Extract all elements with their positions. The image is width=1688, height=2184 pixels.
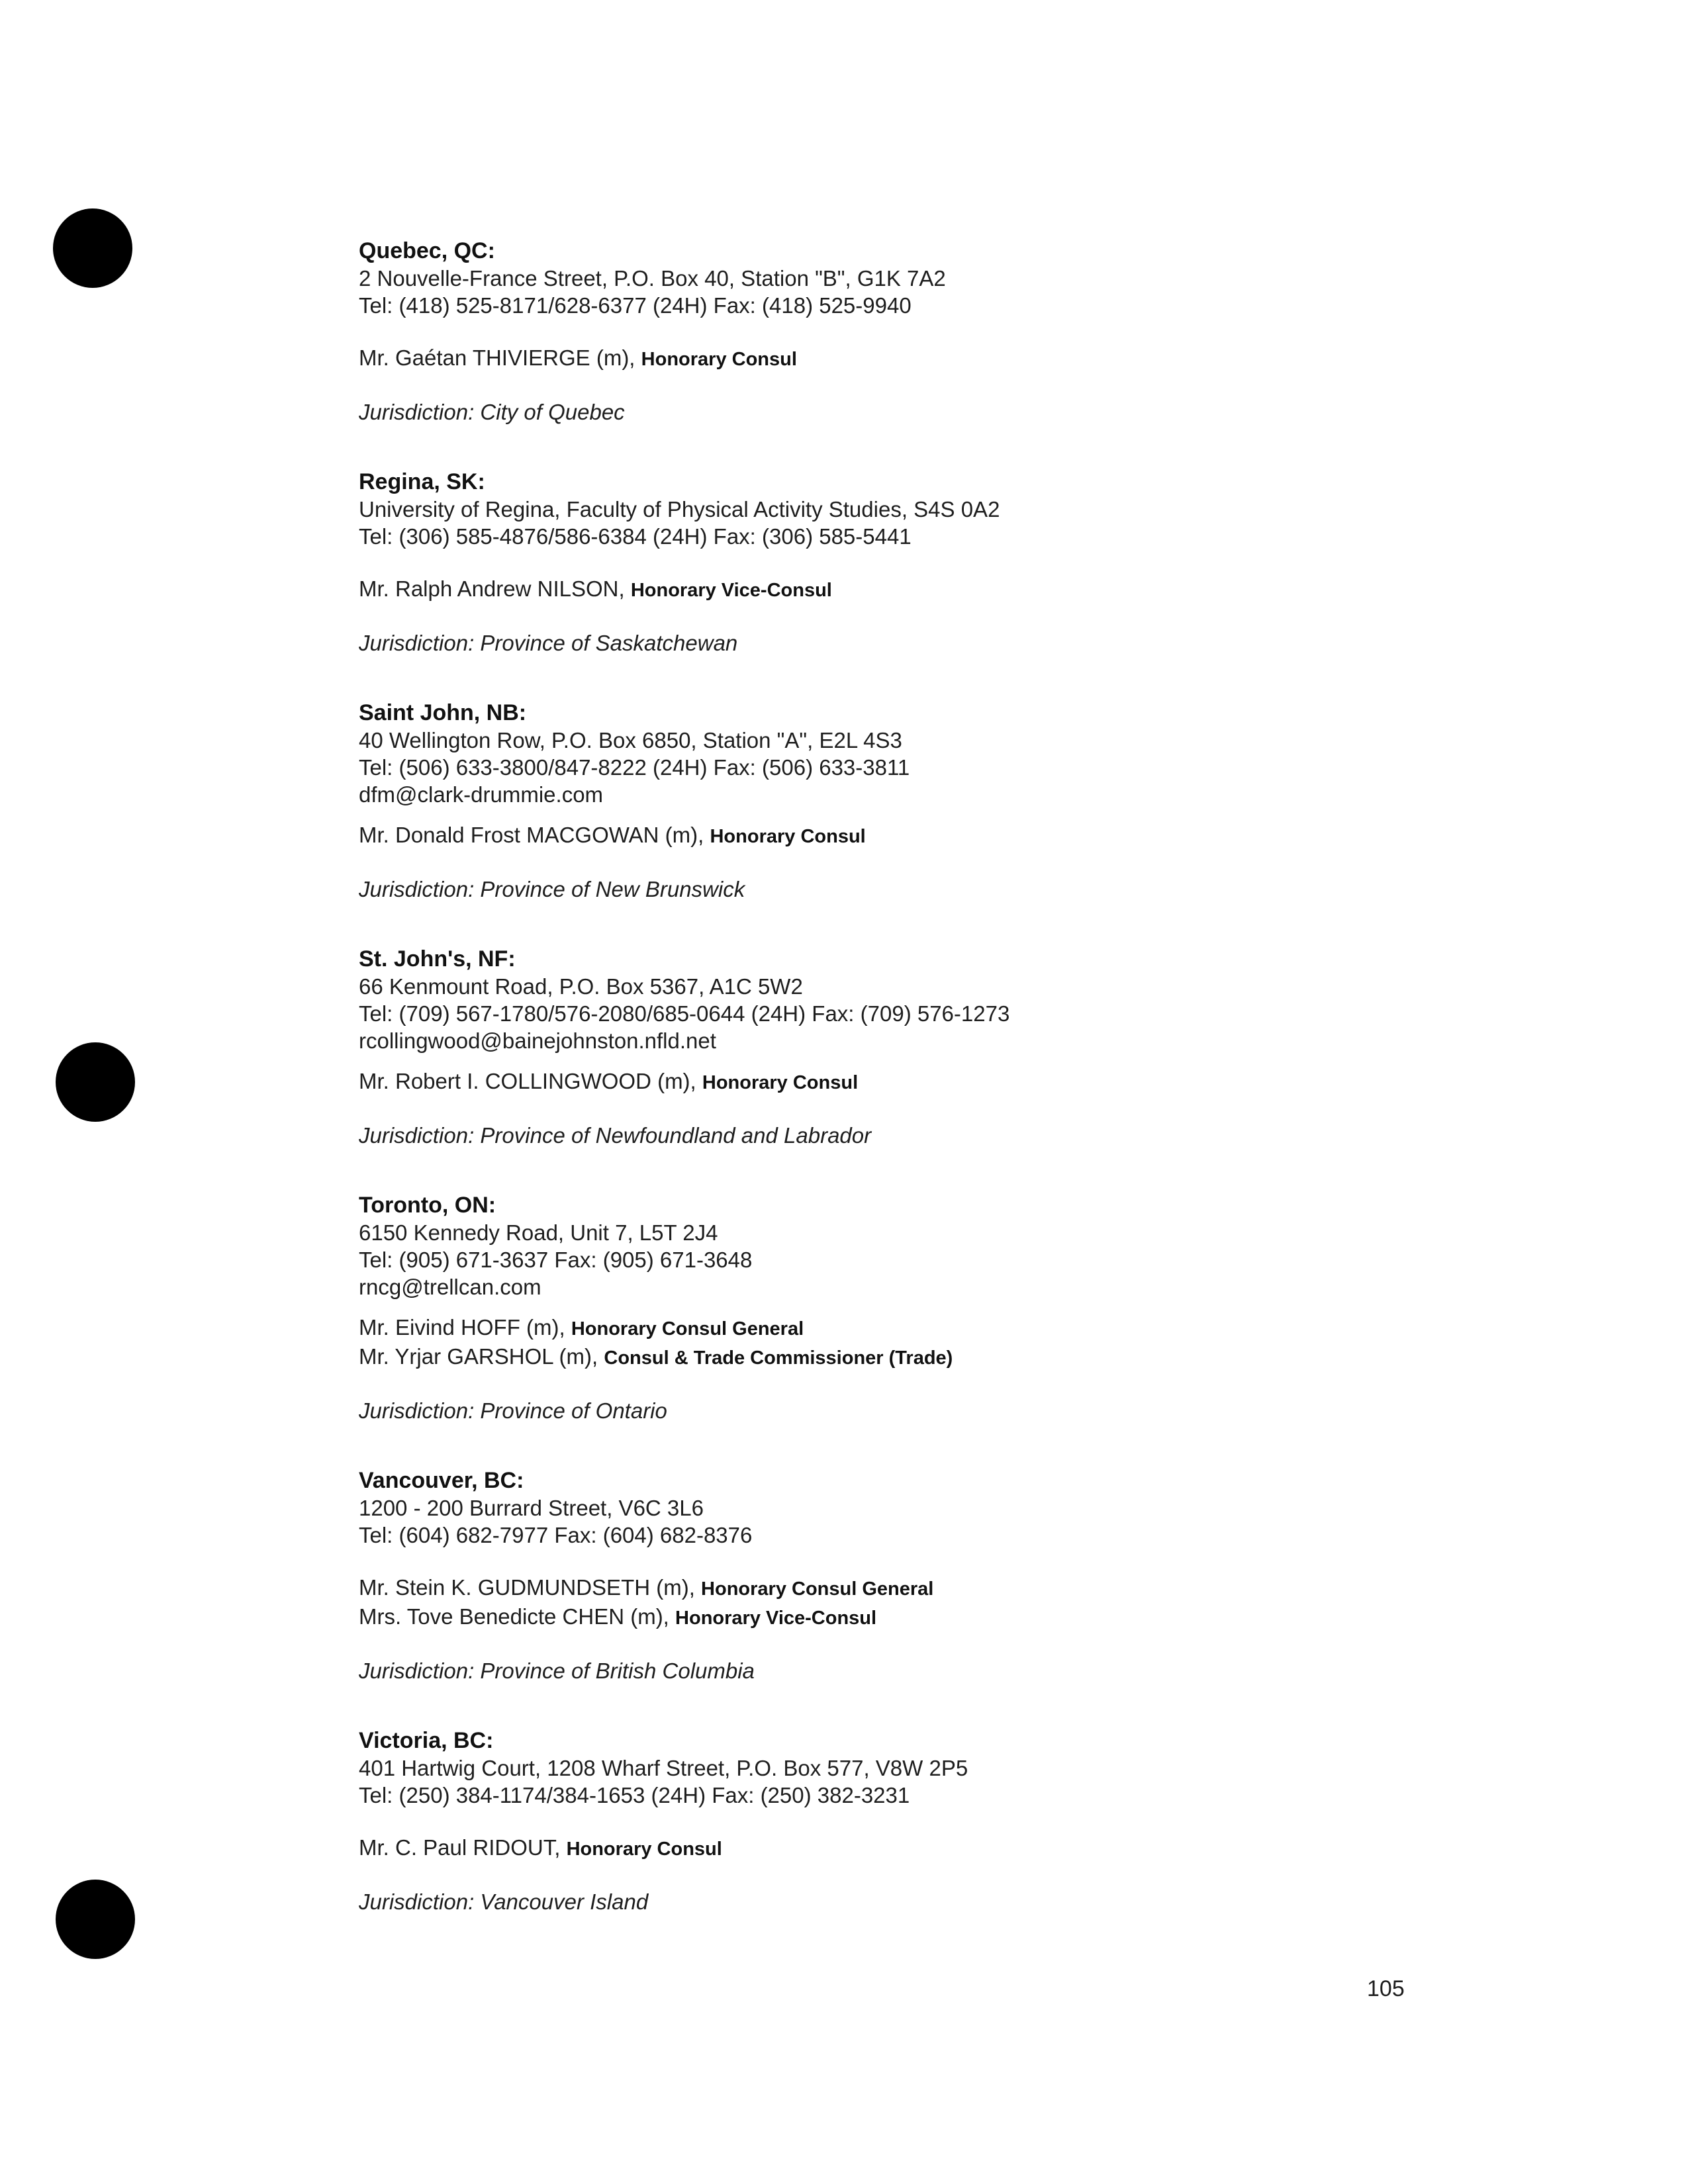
entry-vancouver (359, 1467, 1484, 1684)
jurisdiction: Jurisdiction: Province of Newfoundland and Labrador (359, 1123, 872, 1148)
address-line: 1200 - 200 Burrard Street, V6C 3L6 (359, 1496, 704, 1520)
email-line: dfm@clark-drummie.com (359, 782, 604, 807)
jurisdiction: Jurisdiction: Province of Ontario (359, 1398, 667, 1423)
page-number: 105 (1367, 1976, 1405, 2001)
city-heading: Saint John, NB: (359, 700, 527, 725)
official-title: Honorary Consul (710, 826, 866, 847)
email-line: rcollingwood@bainejohnston.nfld.net (359, 1028, 716, 1053)
city-heading: Victoria, BC: (359, 1728, 494, 1753)
jurisdiction: Jurisdiction: Province of New Brunswick (359, 877, 745, 901)
official (359, 1068, 1484, 1097)
entry-quebec (359, 237, 1484, 426)
official (359, 575, 1484, 604)
official-name: Mrs. Tove Benedicte CHEN (m), (359, 1604, 676, 1629)
phone-line: Tel: (250) 384-1174/384-1653 (24H) Fax: (250) 382-3231 (359, 1783, 910, 1807)
jurisdiction: Jurisdiction: Vancouver Island (359, 1889, 649, 1914)
entry-saint-john (359, 699, 1484, 903)
city-heading: Vancouver, BC: (359, 1468, 524, 1493)
phone-line: Tel: (418) 525-8171/628-6377 (24H) Fax: (418) 525-9940 (359, 293, 912, 318)
official-name: Mr. Eivind HOFF (m), (359, 1315, 571, 1340)
punch-hole-bottom (56, 1880, 135, 1959)
city-heading: St. John's, NF: (359, 946, 516, 972)
punch-hole-top (53, 208, 132, 288)
officials (359, 1574, 1484, 1632)
official-name: Mr. C. Paul RIDOUT, (359, 1835, 567, 1860)
phone-line: Tel: (506) 633-3800/847-8222 (24H) Fax: (506) 633-3811 (359, 755, 910, 780)
officials (359, 344, 1484, 373)
punch-hole-middle (56, 1042, 135, 1122)
official-name: Mr. Yrjar GARSHOL (m), (359, 1344, 604, 1369)
city-heading: Regina, SK: (359, 469, 485, 494)
official (359, 344, 1484, 373)
official-title: Honorary Consul General (701, 1578, 934, 1600)
official-name: Mr. Robert I. COLLINGWOOD (m), (359, 1069, 702, 1093)
entry-victoria (359, 1727, 1484, 1915)
official-title: Honorary Vice-Consul (630, 580, 832, 601)
official-title: Consul & Trade Commissioner (Trade) (604, 1347, 953, 1369)
official-name: Mr. Stein K. GUDMUNDSETH (m), (359, 1575, 702, 1600)
official-name: Mr. Donald Frost MACGOWAN (m), (359, 823, 710, 847)
official (359, 1574, 1484, 1603)
address-line: 66 Kenmount Road, P.O. Box 5367, A1C 5W2 (359, 974, 803, 999)
official-name: Mr. Ralph Andrew NILSON, (359, 576, 631, 601)
address-line: 401 Hartwig Court, 1208 Wharf Street, P.O. Box 577, V8W 2P5 (359, 1756, 968, 1780)
phone-line: Tel: (604) 682-7977 Fax: (604) 682-8376 (359, 1523, 753, 1547)
address-line: 2 Nouvelle-France Street, P.O. Box 40, Station "B", G1K 7A2 (359, 266, 946, 291)
official-title: Honorary Vice-Consul (675, 1608, 877, 1629)
jurisdiction: Jurisdiction: Province of Saskatchewan (359, 631, 738, 655)
consulate-list (359, 237, 1484, 1958)
officials (359, 1834, 1484, 1863)
email-line: rncg@trellcan.com (359, 1275, 541, 1299)
officials (359, 575, 1484, 604)
official (359, 821, 1484, 850)
address-line: University of Regina, Faculty of Physical Activity Studies, S4S 0A2 (359, 497, 1000, 522)
city-heading: Quebec, QC: (359, 238, 495, 263)
address-line: 40 Wellington Row, P.O. Box 6850, Station "A", E2L 4S3 (359, 728, 902, 752)
official-title: Honorary Consul (702, 1072, 859, 1093)
phone-line: Tel: (709) 567-1780/576-2080/685-0644 (24H) Fax: (709) 576-1273 (359, 1001, 1010, 1026)
officials (359, 821, 1484, 850)
official (359, 1343, 1484, 1372)
official (359, 1314, 1484, 1343)
jurisdiction: Jurisdiction: Province of British Columbia (359, 1659, 755, 1683)
official (359, 1603, 1484, 1632)
official-title: Honorary Consul (566, 1839, 722, 1860)
address-line: 6150 Kennedy Road, Unit 7, L5T 2J4 (359, 1220, 718, 1245)
phone-line: Tel: (905) 671-3637 Fax: (905) 671-3648 (359, 1248, 753, 1272)
entry-regina (359, 468, 1484, 657)
official-title: Honorary Consul (641, 349, 797, 370)
city-heading: Toronto, ON: (359, 1193, 496, 1218)
official (359, 1834, 1484, 1863)
entry-st-johns (359, 945, 1484, 1149)
phone-line: Tel: (306) 585-4876/586-6384 (24H) Fax: (306) 585-5441 (359, 524, 912, 549)
entry-toronto (359, 1191, 1484, 1424)
officials (359, 1068, 1484, 1097)
officials (359, 1314, 1484, 1372)
official-title: Honorary Consul General (571, 1318, 804, 1340)
jurisdiction: Jurisdiction: City of Quebec (359, 400, 625, 424)
official-name: Mr. Gaétan THIVIERGE (m), (359, 345, 641, 370)
